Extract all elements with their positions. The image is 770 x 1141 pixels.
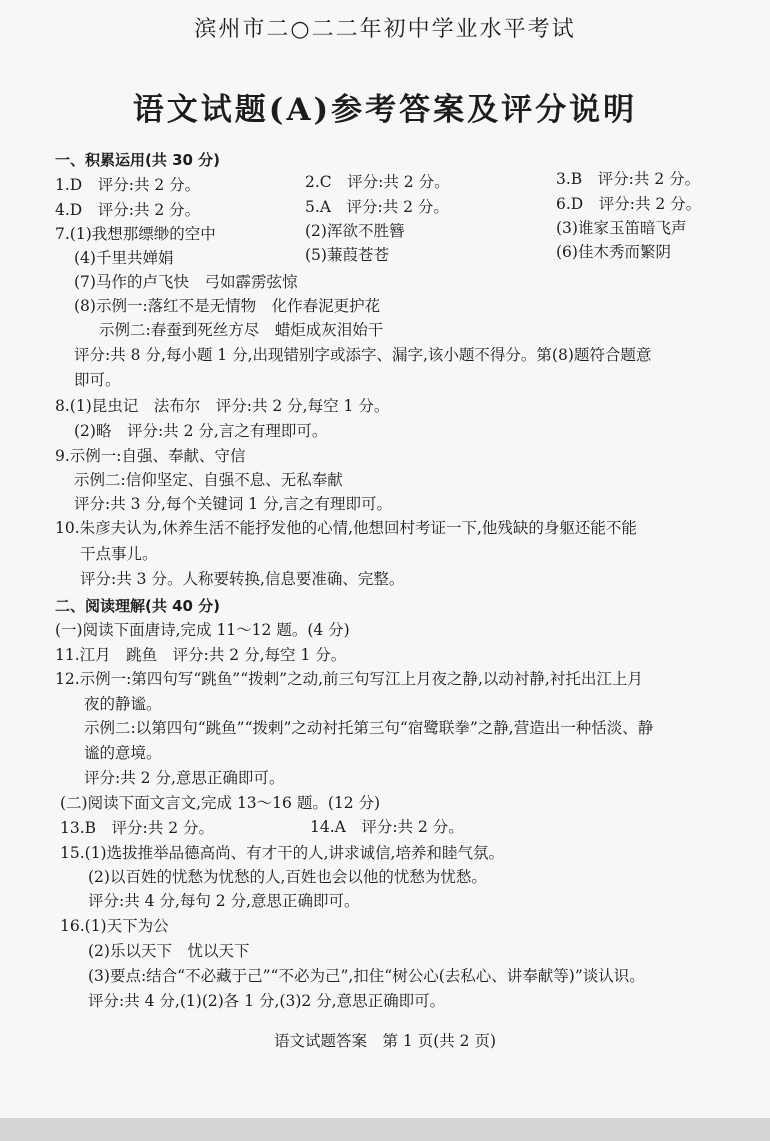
answer-q12-example2-line2: 谧的意境。	[84, 744, 162, 762]
scoring-q9: 评分:共 3 分,每个关键词 1 分,言之有理即可。	[74, 495, 393, 513]
scoring-q10: 评分:共 3 分。人称要转换,信息要准确、完整。	[80, 570, 405, 588]
answer-q14: 14.A 评分:共 2 分。	[310, 818, 464, 836]
answer-q13: 13.B 评分:共 2 分。	[60, 819, 214, 837]
answer-q12-example1-line1: 12.示例一:第四句写“跳鱼”“拨剌”之动,前三句写江上月夜之静,以动衬静,衬托出江上月	[55, 670, 643, 688]
answer-q9-example2: 示例二:信仰坚定、自强不息、无私奉献	[74, 471, 343, 489]
answer-q7-2: (2)浑欲不胜簪	[305, 222, 405, 240]
answer-q7-4: (4)千里共婵娟	[74, 249, 174, 267]
answer-q7-5: (5)蒹葭苍苍	[305, 246, 389, 264]
answer-q10-line2: 干点事儿。	[80, 545, 158, 563]
answer-q1: 1.D 评分:共 2 分。	[55, 176, 201, 194]
scoring-q7-line2: 即可。	[74, 371, 121, 389]
page-footer: 语文试题答案 第 1 页(共 2 页)	[273, 1032, 497, 1050]
answer-q16-1: 16.(1)天下为公	[60, 917, 169, 935]
document-title: 语文试题(A)参考答案及评分说明	[132, 92, 638, 128]
answer-q15-1: 15.(1)选拔推举品德高尚、有才干的人,讲求诚信,培养和睦气氛。	[60, 844, 504, 862]
answer-q11: 11.江月 跳鱼 评分:共 2 分,每空 1 分。	[55, 646, 347, 664]
answer-q8-2: (2)略 评分:共 2 分,言之有理即可。	[74, 422, 328, 440]
scoring-q15: 评分:共 4 分,每句 2 分,意思正确即可。	[88, 892, 360, 910]
answer-q7-8-example1: (8)示例一:落红不是无情物 化作春泥更护花	[74, 297, 381, 315]
answer-q10-line1: 10.朱彦夫认为,休养生活不能抒发他的心情,他想回村考证一下,他残缺的身躯还能不能	[55, 519, 637, 537]
answer-q16-3: (3)要点:结合“不必藏于己”“不必为己”,扣住“树公心(去私心、讲奉献等)”谈认识。	[88, 967, 645, 985]
scoring-q16: 评分:共 4 分,(1)(2)各 1 分,(3)2 分,意思正确即可。	[88, 992, 446, 1010]
exam-title: 滨州市二○二二年初中学业水平考试	[194, 17, 576, 42]
answer-q7-1: 7.(1)我想那缥缈的空中	[55, 225, 216, 243]
answer-q2: 2.C 评分:共 2 分。	[305, 173, 450, 191]
answer-q12-example2-line1: 示例二:以第四句“跳鱼”“拨剌”之动衬托第三句“宿鹭联拳”之静,营造出一种恬淡、静	[84, 719, 654, 737]
scoring-q7-line1: 评分:共 8 分,每小题 1 分,出现错别字或添字、漏字,该小题不得分。第(8)题符合题意	[74, 346, 652, 364]
answer-q5: 5.A 评分:共 2 分。	[305, 198, 449, 216]
section-heading-part1: 一、积累运用(共 30 分)	[55, 151, 221, 169]
answer-q7-8-example2: 示例二:春蚕到死丝方尽 蜡炬成灰泪始干	[99, 321, 384, 339]
answer-q7-3: (3)谁家玉笛暗飞声	[556, 219, 687, 237]
scoring-q12: 评分:共 2 分,意思正确即可。	[84, 769, 285, 787]
answer-q12-example1-line2: 夜的静谧。	[84, 695, 162, 713]
subsection-classical-text: (二)阅读下面文言文,完成 13～16 题。(12 分)	[60, 794, 381, 812]
answer-q9-example1: 9.示例一:自强、奉献、守信	[55, 447, 246, 465]
answer-q7-7: (7)马作的卢飞快 弓如霹雳弦惊	[74, 273, 298, 291]
answer-q7-6: (6)佳木秀而繁阴	[556, 243, 671, 261]
bottom-bar	[0, 1118, 770, 1141]
answer-q3: 3.B 评分:共 2 分。	[556, 170, 701, 188]
answer-q15-2: (2)以百姓的忧愁为忧愁的人,百姓也会以他的忧愁为忧愁。	[88, 868, 487, 886]
answer-q16-2: (2)乐以天下 忧以天下	[88, 942, 250, 960]
subsection-poem: (一)阅读下面唐诗,完成 11～12 题。(4 分)	[55, 621, 350, 639]
answer-q8-1: 8.(1)昆虫记 法布尔 评分:共 2 分,每空 1 分。	[55, 397, 390, 415]
answer-q6: 6.D 评分:共 2 分。	[556, 195, 702, 213]
section-heading-part2: 二、阅读理解(共 40 分)	[55, 597, 221, 615]
answer-q4: 4.D 评分:共 2 分。	[55, 201, 201, 219]
